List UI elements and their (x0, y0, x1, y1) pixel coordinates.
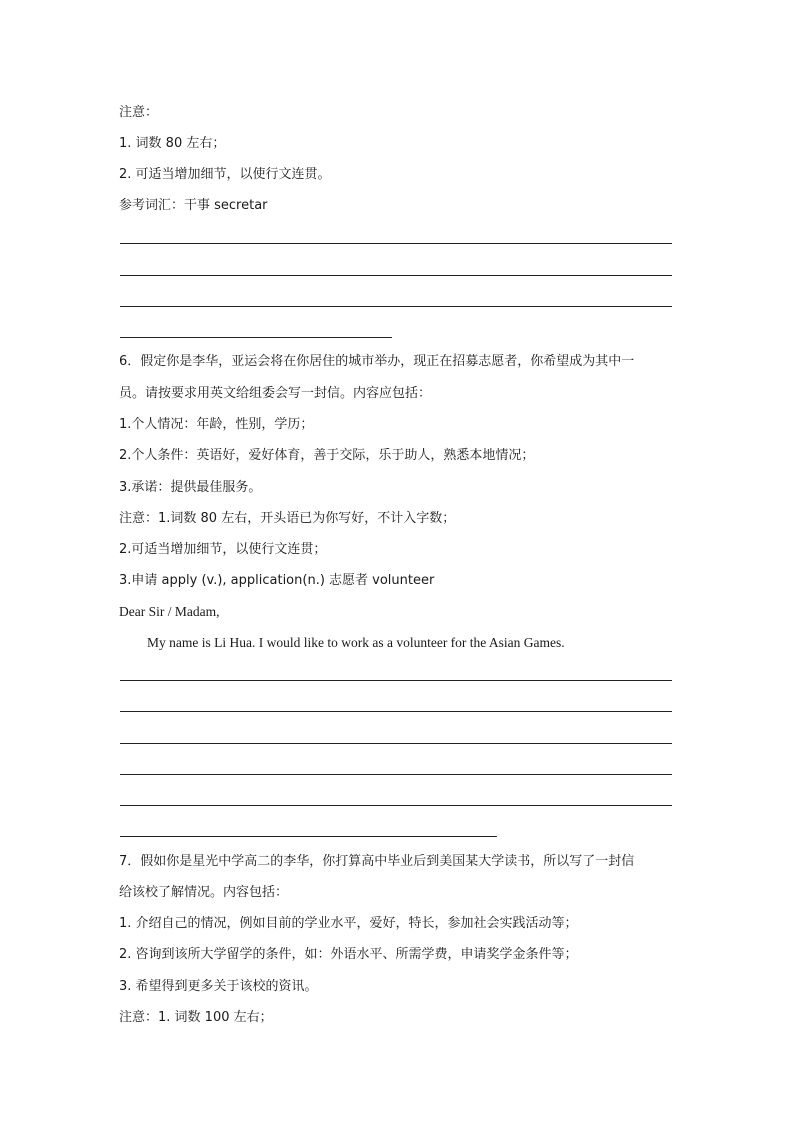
question-7-prompt: 7．假如你是星光中学高二的李华，你打算高中毕业后到美国某大学读书，所以写了一封信 (119, 854, 635, 869)
answer-line (120, 774, 672, 775)
note-item: 3.申请 apply (v.), application(n.) 志愿者 volunteer (119, 573, 435, 588)
question-6-prompt: 6．假定你是李华，亚运会将在你居住的城市举办，现正在招募志愿者，你希望成为其中一 (119, 354, 635, 369)
content-point: 2.个人条件：英语好，爱好体育，善于交际，乐于助人，熟悉本地情况； (119, 448, 535, 463)
content-point: 3.承诺：提供最佳服务。 (119, 480, 262, 495)
answer-line-short (120, 337, 392, 338)
answer-line (120, 680, 672, 681)
answer-line (120, 711, 672, 712)
answer-line-short (120, 836, 497, 837)
notes-title: 注意： (119, 105, 159, 120)
question-6-prompt-cont: 员。请按要求用英文给组委会写一封信。内容应包括： (119, 386, 432, 401)
vocab-reference: 参考词汇：干事 secretar (119, 198, 268, 213)
content-point: 2. 咨询到该所大学留学的条件，如：外语水平、所需学费，申请奖学金条件等； (119, 947, 578, 962)
letter-greeting: Dear Sir / Madam, (119, 604, 220, 619)
question-7-prompt-cont: 给该校了解情况。内容包括： (119, 885, 289, 900)
answer-line (120, 306, 672, 307)
content-point: 3. 希望得到更多关于该校的资讯。 (119, 979, 318, 994)
content-point: 1.个人情况：年龄，性别，学历； (119, 417, 314, 432)
note-item: 2.可适当增加细节，以使行文连贯； (119, 542, 327, 557)
answer-line (120, 805, 672, 806)
note-item: 注意：1. 词数 100 左右； (119, 1010, 273, 1025)
content-point: 1. 介绍自己的情况，例如目前的学业水平，爱好，特长，参加社会实践活动等； (119, 916, 578, 931)
letter-opening: My name is Li Hua. I would like to work as a volunteer for the Asian Games. (147, 635, 565, 650)
answer-line (120, 243, 672, 244)
note-item: 1. 词数 80 左右； (119, 136, 226, 151)
answer-line (120, 743, 672, 744)
answer-line (120, 275, 672, 276)
note-item: 注意：1.词数 80 左右，开头语已为你写好，不计入字数； (119, 511, 456, 526)
note-item: 2. 可适当增加细节，以使行文连贯。 (119, 167, 331, 182)
